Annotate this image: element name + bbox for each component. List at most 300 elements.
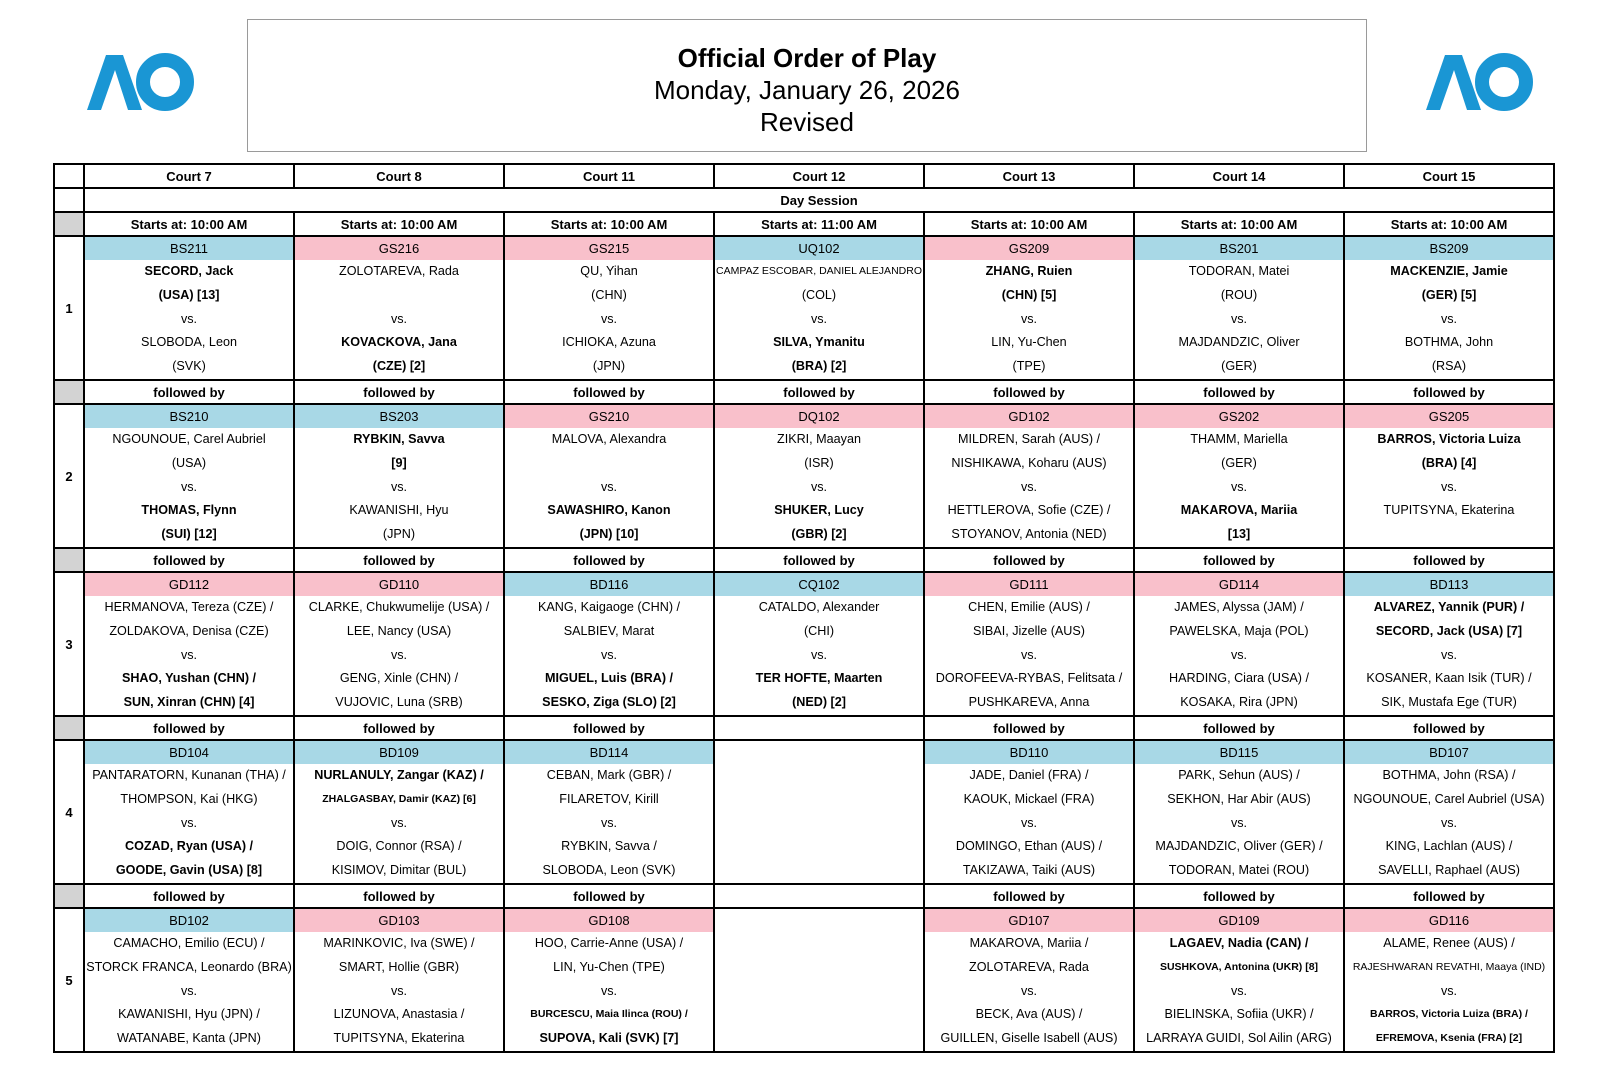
match-card <box>925 405 1133 547</box>
followed-by-label: followed by <box>1134 548 1344 572</box>
event-code: GS202 <box>1135 405 1343 428</box>
player-line: KAWANISHI, Hyu <box>349 503 449 518</box>
player-line: NISHIKAWA, Koharu (AUS) <box>951 455 1107 470</box>
versus-label: vs. <box>810 479 828 494</box>
followed-spacer-cell <box>54 380 84 404</box>
event-code: BD114 <box>505 741 713 764</box>
match-cell <box>294 908 504 1052</box>
player-line: (CHI) <box>803 623 835 638</box>
event-code: GD107 <box>925 909 1133 932</box>
match-cell <box>924 236 1134 380</box>
player-line: SAVELLI, Raphael (AUS) <box>1378 863 1520 878</box>
event-code-empty <box>715 741 923 764</box>
followed-by-label: followed by <box>924 380 1134 404</box>
versus-label: vs. <box>1440 647 1458 662</box>
match-card <box>85 405 293 547</box>
player-line: EFREMOVA, Ksenia (FRA) [2] <box>1375 1032 1523 1045</box>
followed-by-label: followed by <box>294 380 504 404</box>
player-line: CAMPAZ ESCOBAR, DANIEL ALEJANDRO <box>716 265 922 277</box>
match-card <box>295 741 503 883</box>
match-row <box>54 236 1554 380</box>
player-line: QU, Yihan <box>580 264 638 278</box>
match-cell <box>1134 572 1344 716</box>
match-cell <box>504 572 714 716</box>
player-line: (JPN) [10] <box>579 527 639 542</box>
player-line: NURLANULY, Zangar (KAZ) / <box>314 768 484 782</box>
match-card <box>715 405 923 547</box>
player-line: CLARKE, Chukwumelije (USA) / <box>308 600 490 614</box>
round-number: 3 <box>54 572 84 716</box>
event-code: BS201 <box>1135 237 1343 260</box>
court-header: Court 12 <box>714 164 924 188</box>
court-header: Court 7 <box>84 164 294 188</box>
player-line: JADE, Daniel (FRA) / <box>969 768 1089 782</box>
player-line <box>505 452 713 476</box>
match-card <box>1345 237 1553 379</box>
player-line: SHAO, Yushan (CHN) / <box>121 671 257 686</box>
versus-label: vs. <box>600 815 618 830</box>
player-line <box>295 284 503 308</box>
event-code: GD110 <box>295 573 503 596</box>
event-code: GD116 <box>1345 909 1553 932</box>
versus-label: vs. <box>180 647 198 662</box>
order-of-play-table <box>53 163 1555 1053</box>
event-code: GD109 <box>1135 909 1343 932</box>
event-code: BD102 <box>85 909 293 932</box>
followed-by-label: followed by <box>84 716 294 740</box>
versus-label: vs. <box>1230 815 1248 830</box>
player-line: TUPITSYNA, Ekaterina <box>1383 503 1515 518</box>
start-time-row <box>54 212 1554 236</box>
player-line: SLOBODA, Leon (SVK) <box>542 863 676 878</box>
player-line: COZAD, Ryan (USA) / <box>124 839 254 854</box>
player-line: SALBIEV, Marat <box>563 623 655 638</box>
player-line: HETTLEROVA, Sofie (CZE) / <box>947 503 1111 518</box>
player-line: SHUKER, Lucy <box>774 503 864 518</box>
match-row <box>54 740 1554 884</box>
followed-spacer-cell <box>54 716 84 740</box>
event-code: BD113 <box>1345 573 1553 596</box>
player-line: (JPN) <box>592 359 626 374</box>
versus-label: vs. <box>180 815 198 830</box>
versus-label: vs. <box>1020 311 1038 326</box>
versus-label: vs. <box>180 311 198 326</box>
player-line: BOTHMA, John <box>1404 335 1494 350</box>
match-card <box>295 909 503 1051</box>
match-card <box>1345 909 1553 1051</box>
player-line: DOIG, Connor (RSA) / <box>336 839 462 854</box>
player-line: WATANABE, Kanta (JPN) <box>117 1031 261 1046</box>
match-cell <box>504 236 714 380</box>
match-cell <box>504 740 714 884</box>
match-card <box>925 741 1133 883</box>
player-line: (GER) [5] <box>1421 287 1477 302</box>
match-cell <box>714 404 924 548</box>
event-code: GD108 <box>505 909 713 932</box>
player-line: RYBKIN, Savva / <box>561 839 657 854</box>
player-line <box>715 835 923 859</box>
player-line: SLOBODA, Leon <box>141 335 237 350</box>
start-time: Starts at: 10:00 AM <box>504 212 714 236</box>
court-header: Court 13 <box>924 164 1134 188</box>
player-line: [9] <box>391 455 407 470</box>
versus-label: vs. <box>1230 311 1248 326</box>
player-line: SIBAI, Jizelle (AUS) <box>973 623 1085 638</box>
player-line: (GBR) [2] <box>791 527 847 542</box>
player-line: SUPOVA, Kali (SVK) [7] <box>539 1031 679 1046</box>
match-card <box>85 909 293 1051</box>
player-line: MAJDANDZIC, Oliver <box>1178 335 1300 350</box>
followed-by-label: followed by <box>1134 380 1344 404</box>
player-line: VUJOVIC, Luna (SRB) <box>335 695 463 710</box>
round-number: 5 <box>54 908 84 1052</box>
court-header: Court 11 <box>504 164 714 188</box>
match-cell <box>294 236 504 380</box>
followed-by-label: followed by <box>294 548 504 572</box>
player-line: PARK, Sehun (AUS) / <box>1178 768 1300 782</box>
followed-by-label: followed by <box>714 380 924 404</box>
match-cell <box>924 572 1134 716</box>
player-line: RYBKIN, Savva <box>353 432 445 446</box>
match-cell <box>84 404 294 548</box>
versus-label: vs. <box>180 983 198 998</box>
event-code: BD104 <box>85 741 293 764</box>
match-card <box>715 237 923 379</box>
player-line: (COL) <box>801 287 837 302</box>
followed-by-label: followed by <box>714 548 924 572</box>
followed-by-label: followed by <box>84 380 294 404</box>
player-line: KAOUK, Mickael (FRA) <box>963 791 1095 806</box>
player-line: (SUI) [12] <box>161 527 217 542</box>
player-line: (BRA) [4] <box>1421 455 1477 470</box>
header-box <box>247 19 1367 152</box>
followed-by-label: followed by <box>504 716 714 740</box>
court-header: Court 14 <box>1134 164 1344 188</box>
player-line <box>715 788 923 812</box>
player-line: (GER) <box>1221 359 1257 374</box>
event-code: GD114 <box>1135 573 1343 596</box>
player-line: TUPITSYNA, Ekaterina <box>333 1031 465 1046</box>
player-line: (JPN) <box>382 527 416 542</box>
match-cell <box>1344 404 1554 548</box>
match-card <box>925 909 1133 1051</box>
followed-by-row <box>54 548 1554 572</box>
player-line: KOSAKA, Rira (JPN) <box>1180 695 1298 710</box>
player-line: FILARETOV, Kirill <box>559 791 659 806</box>
match-cell <box>1134 236 1344 380</box>
match-cell <box>714 572 924 716</box>
player-line: BIELINSKA, Sofiia (UKR) / <box>1164 1007 1314 1022</box>
versus-label: vs. <box>390 647 408 662</box>
event-code: BD109 <box>295 741 503 764</box>
player-line: (ISR) <box>804 455 834 470</box>
followed-by-label: followed by <box>1134 716 1344 740</box>
versus-label: vs. <box>600 479 618 494</box>
player-line: LIN, Yu-Chen <box>991 335 1067 350</box>
player-line: HARDING, Ciara (USA) / <box>1169 671 1309 686</box>
match-card <box>85 741 293 883</box>
player-line: (RSA) <box>1431 359 1467 374</box>
player-line: GUILLEN, Giselle Isabell (AUS) <box>940 1031 1118 1046</box>
player-line: DOMINGO, Ethan (AUS) / <box>955 839 1103 854</box>
versus-label: vs. <box>600 983 618 998</box>
start-spacer-cell <box>54 212 84 236</box>
player-line: SILVA, Ymanitu <box>773 335 865 350</box>
match-cell <box>84 908 294 1052</box>
versus-label: vs. <box>1230 983 1248 998</box>
match-card <box>505 573 713 715</box>
match-card <box>1345 573 1553 715</box>
ao-logo-right <box>1426 52 1536 112</box>
match-card <box>295 573 503 715</box>
player-line: GENG, Xinle (CHN) / <box>339 671 459 686</box>
player-line: SAWASHIRO, Kanon <box>547 503 671 518</box>
player-line: MIGUEL, Luis (BRA) / <box>544 671 674 686</box>
player-line: NGOUNOUE, Carel Aubriel <box>112 432 266 446</box>
match-card <box>715 573 923 715</box>
player-line: SECORD, Jack <box>144 264 234 278</box>
player-line: PANTARATORN, Kunanan (THA) / <box>92 768 286 782</box>
event-code: BD107 <box>1345 741 1553 764</box>
schedule-date: Monday, January 26, 2026 <box>654 75 960 105</box>
player-line <box>1345 523 1553 547</box>
player-line: LEE, Nancy (USA) <box>346 623 452 638</box>
event-code: BS203 <box>295 405 503 428</box>
followed-by-label <box>714 884 924 908</box>
versus-label: vs. <box>1440 983 1458 998</box>
player-line: ZOLDAKOVA, Denisa (CZE) <box>109 623 269 638</box>
player-line: ZOLOTAREVA, Rada <box>339 264 459 278</box>
player-line: (NED) [2] <box>792 695 846 710</box>
player-line: MALOVA, Alexandra <box>551 432 667 446</box>
versus-label: vs. <box>1440 815 1458 830</box>
followed-by-label: followed by <box>504 548 714 572</box>
player-line: (GER) <box>1221 455 1257 470</box>
player-line: TODORAN, Matei <box>1188 264 1290 278</box>
match-cell <box>924 908 1134 1052</box>
player-line: (USA) <box>171 455 207 470</box>
player-line: MILDREN, Sarah (AUS) / <box>957 432 1101 446</box>
player-line: SEKHON, Har Abir (AUS) <box>1167 791 1311 806</box>
versus-label: vs. <box>1020 479 1038 494</box>
event-code: GD112 <box>85 573 293 596</box>
followed-by-label: followed by <box>1134 884 1344 908</box>
match-cell <box>1134 740 1344 884</box>
player-line: SECORD, Jack (USA) [7] <box>1375 623 1523 638</box>
session-num-cell <box>54 188 84 212</box>
event-code: GS205 <box>1345 405 1553 428</box>
player-line: [13] <box>1227 527 1251 542</box>
match-cell <box>84 236 294 380</box>
player-line: GOODE, Gavin (USA) [8] <box>115 863 263 878</box>
versus-label: vs. <box>1230 647 1248 662</box>
match-cell <box>924 740 1134 884</box>
event-code: GS209 <box>925 237 1133 260</box>
player-line: THAMM, Mariella <box>1190 432 1288 446</box>
player-line: LIN, Yu-Chen (TPE) <box>553 959 665 974</box>
match-cell <box>504 908 714 1052</box>
player-line <box>715 932 923 956</box>
match-card <box>925 237 1133 379</box>
player-line: KING, Lachlan (AUS) / <box>1385 839 1513 854</box>
match-cell <box>84 572 294 716</box>
start-time: Starts at: 10:00 AM <box>1134 212 1344 236</box>
player-line: STOYANOV, Antonia (NED) <box>951 527 1107 542</box>
match-card <box>715 909 923 1051</box>
player-line: KOSANER, Kaan Isik (TUR) / <box>1366 671 1532 686</box>
player-line: JAMES, Alyssa (JAM) / <box>1174 600 1304 614</box>
player-line: THOMAS, Flynn <box>141 503 237 518</box>
followed-by-label: followed by <box>1344 884 1554 908</box>
player-line: SUSHKOVA, Antonina (UKR) [8] <box>1159 960 1319 973</box>
match-card <box>505 909 713 1051</box>
match-cell <box>1344 572 1554 716</box>
player-line: CAMACHO, Emilio (ECU) / <box>113 936 265 950</box>
followed-by-label: followed by <box>504 380 714 404</box>
match-card <box>85 573 293 715</box>
player-line: STORCK FRANCA, Leonardo (BRA) <box>86 959 292 974</box>
player-line: (CHN) <box>591 287 627 302</box>
player-line: LAGAEV, Nadia (CAN) / <box>1169 936 1309 950</box>
match-row <box>54 572 1554 716</box>
versus-label: vs. <box>1020 815 1038 830</box>
player-line: BECK, Ava (AUS) / <box>975 1007 1083 1022</box>
match-cell <box>1134 908 1344 1052</box>
player-line: MARINKOVIC, Iva (SWE) / <box>323 936 475 950</box>
followed-by-label: followed by <box>924 548 1134 572</box>
player-line: THOMPSON, Kai (HKG) <box>120 791 258 806</box>
match-cell <box>1134 404 1344 548</box>
match-cell <box>714 236 924 380</box>
match-card <box>85 237 293 379</box>
player-line: LIZUNOVA, Anastasia / <box>333 1007 465 1022</box>
versus-label: vs. <box>390 311 408 326</box>
player-line: KANG, Kaigaoge (CHN) / <box>537 600 681 614</box>
event-code-empty <box>715 909 923 932</box>
event-code: GD111 <box>925 573 1133 596</box>
match-card <box>505 237 713 379</box>
event-code: BD115 <box>1135 741 1343 764</box>
versus-label: vs. <box>600 647 618 662</box>
event-code: GD103 <box>295 909 503 932</box>
player-line: (USA) [13] <box>158 287 220 302</box>
player-line: KAWANISHI, Hyu (JPN) / <box>118 1007 260 1022</box>
player-line: RAJESHWARAN REVATHI, Maaya (IND) <box>1352 960 1546 973</box>
player-line: ALVAREZ, Yannik (PUR) / <box>1373 600 1525 614</box>
followed-by-label: followed by <box>924 884 1134 908</box>
player-line: MAKAROVA, Mariia / <box>969 936 1089 950</box>
versus-label: vs. <box>1440 311 1458 326</box>
player-line: KOVACKOVA, Jana <box>341 335 457 350</box>
session-label: Day Session <box>84 188 1554 212</box>
event-code: BD110 <box>925 741 1133 764</box>
versus-label: vs. <box>1020 647 1038 662</box>
match-card <box>1135 573 1343 715</box>
player-line: TAKIZAWA, Taiki (AUS) <box>962 863 1096 878</box>
followed-by-label: followed by <box>1344 380 1554 404</box>
court-header: Court 15 <box>1344 164 1554 188</box>
player-line: KISIMOV, Dimitar (BUL) <box>331 863 467 878</box>
player-line: PUSHKAREVA, Anna <box>968 695 1090 710</box>
match-cell <box>1344 908 1554 1052</box>
match-cell <box>714 740 924 884</box>
player-line: TODORAN, Matei (ROU) <box>1168 863 1310 878</box>
match-card <box>1135 405 1343 547</box>
versus-label: vs. <box>390 983 408 998</box>
followed-by-label: followed by <box>294 716 504 740</box>
player-line: MAKAROVA, Mariia <box>1180 503 1298 518</box>
round-number: 1 <box>54 236 84 380</box>
event-code: GS215 <box>505 237 713 260</box>
followed-by-label: followed by <box>924 716 1134 740</box>
match-card <box>1345 741 1553 883</box>
player-line: ALAME, Renee (AUS) / <box>1383 936 1515 950</box>
match-cell <box>714 908 924 1052</box>
match-card <box>505 741 713 883</box>
player-line: HOO, Carrie-Anne (USA) / <box>534 936 684 950</box>
followed-by-label: followed by <box>1344 716 1554 740</box>
court-header: Court 8 <box>294 164 504 188</box>
followed-by-label <box>714 716 924 740</box>
event-code: DQ102 <box>715 405 923 428</box>
start-time: Starts at: 10:00 AM <box>1344 212 1554 236</box>
event-code: GS210 <box>505 405 713 428</box>
player-line: ZHALGASBAY, Damir (KAZ) [6] <box>322 792 476 805</box>
page-title: Official Order of Play <box>677 43 937 73</box>
player-line: MAJDANDZIC, Oliver (GER) / <box>1155 839 1323 854</box>
event-code: BS210 <box>85 405 293 428</box>
match-card <box>295 405 503 547</box>
followed-by-label: followed by <box>504 884 714 908</box>
player-line <box>715 980 923 1004</box>
versus-label: vs. <box>600 311 618 326</box>
match-card <box>925 573 1133 715</box>
match-cell <box>504 404 714 548</box>
player-line: SMART, Hollie (GBR) <box>338 959 460 974</box>
player-line: BARROS, Victoria Luiza (BRA) / <box>1370 1008 1528 1021</box>
match-cell <box>924 404 1134 548</box>
followed-by-row <box>54 884 1554 908</box>
followed-by-label: followed by <box>84 884 294 908</box>
event-code: GS216 <box>295 237 503 260</box>
player-line: SUN, Xinran (CHN) [4] <box>123 695 255 710</box>
match-cell <box>1344 740 1554 884</box>
followed-by-label: followed by <box>1344 548 1554 572</box>
match-cell <box>1344 236 1554 380</box>
player-line <box>715 764 923 788</box>
player-line <box>715 812 923 836</box>
match-row <box>54 908 1554 1052</box>
player-line: SESKO, Ziga (SLO) [2] <box>542 695 676 710</box>
versus-label: vs. <box>1230 479 1248 494</box>
event-code: CQ102 <box>715 573 923 596</box>
player-line: (BRA) [2] <box>791 359 847 374</box>
player-line: TER HOFTE, Maarten <box>755 671 883 686</box>
player-line: DOROFEEVA-RYBAS, Felitsata / <box>935 671 1123 686</box>
versus-label: vs. <box>1020 983 1038 998</box>
start-time: Starts at: 11:00 AM <box>714 212 924 236</box>
versus-label: vs. <box>810 647 828 662</box>
player-line: LARRAYA GUIDI, Sol Ailin (ARG) <box>1146 1031 1332 1046</box>
player-line: ZHANG, Ruien <box>985 264 1073 278</box>
session-row <box>54 188 1554 212</box>
event-code: BD116 <box>505 573 713 596</box>
player-line: MACKENZIE, Jamie <box>1390 264 1508 278</box>
player-line: NGOUNOUE, Carel Aubriel (USA) <box>1353 791 1545 806</box>
versus-label: vs. <box>810 311 828 326</box>
followed-by-label: followed by <box>294 884 504 908</box>
revision-status: Revised <box>760 107 854 137</box>
